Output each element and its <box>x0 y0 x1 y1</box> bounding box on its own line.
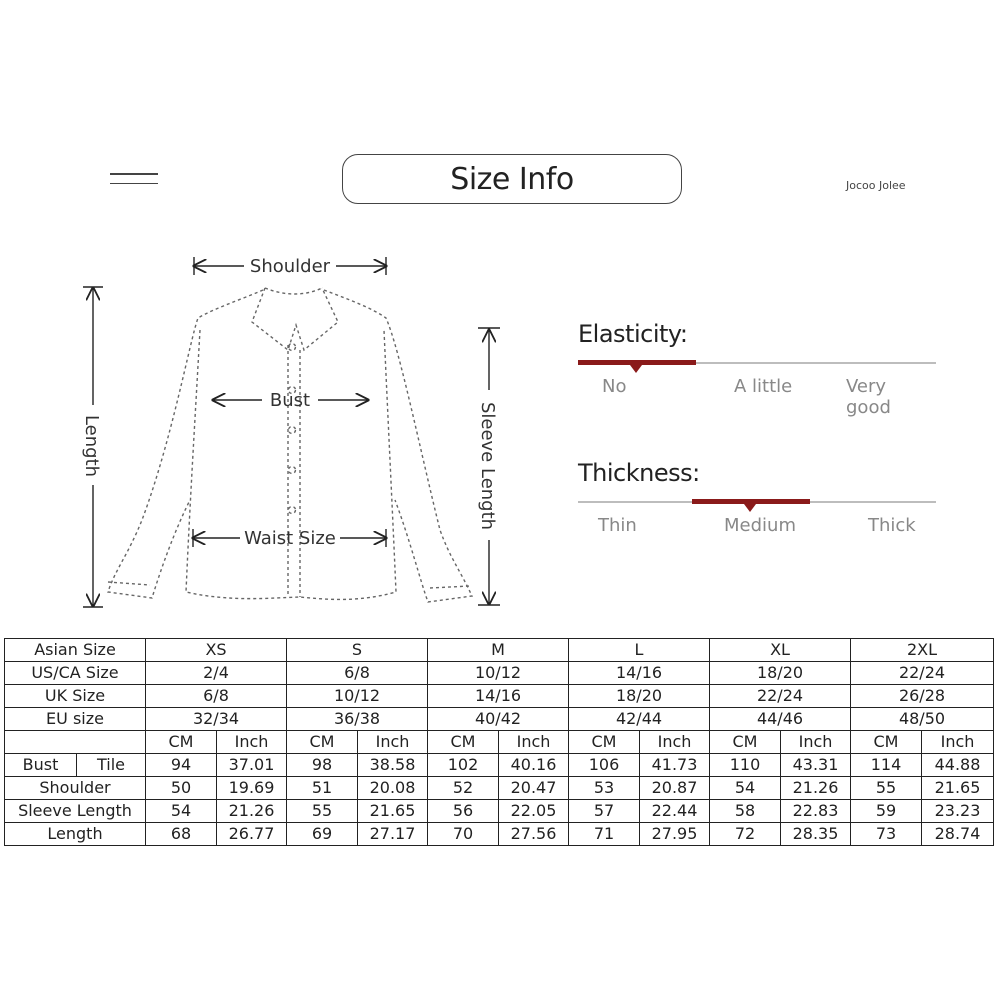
unit-header-cm: CM <box>851 731 922 754</box>
unit-header-cm: CM <box>569 731 640 754</box>
size-cell: 10/12 <box>428 662 569 685</box>
table-row <box>5 823 994 846</box>
value-inch: 20.08 <box>358 777 428 800</box>
sleeve-length-label: Sleeve Length <box>477 401 498 531</box>
row-label: Sleeve Length <box>5 800 146 823</box>
unit-header-cm: CM <box>146 731 217 754</box>
size-cell: 2/4 <box>146 662 287 685</box>
table-row <box>5 685 994 708</box>
row-label: Shoulder <box>5 777 146 800</box>
value-inch: 28.74 <box>922 823 994 846</box>
size-cell: M <box>428 639 569 662</box>
value-inch: 27.95 <box>640 823 710 846</box>
size-info-title: Size Info <box>342 154 682 204</box>
value-cm: 59 <box>851 800 922 823</box>
empty-cell <box>5 731 146 754</box>
size-cell: 6/8 <box>287 662 428 685</box>
value-inch: 40.16 <box>499 754 569 777</box>
value-cm: 55 <box>287 800 358 823</box>
brand-name: Jocoo Jolee <box>846 179 906 192</box>
size-cell: 44/46 <box>710 708 851 731</box>
value-inch: 37.01 <box>217 754 287 777</box>
value-cm: 57 <box>569 800 640 823</box>
value-cm: 106 <box>569 754 640 777</box>
size-cell: 22/24 <box>851 662 994 685</box>
unit-header-inch: Inch <box>922 731 994 754</box>
value-inch: 22.44 <box>640 800 710 823</box>
value-inch: 27.56 <box>499 823 569 846</box>
shirt-measurement-diagram <box>0 240 520 620</box>
unit-header-cm: CM <box>428 731 499 754</box>
thickness-indicator <box>692 499 810 504</box>
unit-header-cm: CM <box>287 731 358 754</box>
value-inch: 28.35 <box>781 823 851 846</box>
size-cell: 36/38 <box>287 708 428 731</box>
value-inch: 22.05 <box>499 800 569 823</box>
thickness-meter <box>578 459 936 539</box>
size-cell: XL <box>710 639 851 662</box>
table-row <box>5 708 994 731</box>
value-cm: 51 <box>287 777 358 800</box>
value-cm: 70 <box>428 823 499 846</box>
value-cm: 55 <box>851 777 922 800</box>
value-inch: 21.65 <box>358 800 428 823</box>
elasticity-indicator <box>578 360 696 365</box>
elasticity-option-a-little: A little <box>734 376 793 397</box>
thickness-option-thin: Thin <box>598 515 637 536</box>
value-inch: 20.87 <box>640 777 710 800</box>
value-inch: 43.31 <box>781 754 851 777</box>
value-inch: 26.77 <box>217 823 287 846</box>
value-inch: 21.26 <box>781 777 851 800</box>
value-cm: 58 <box>710 800 781 823</box>
size-cell: 42/44 <box>569 708 710 731</box>
size-cell: 18/20 <box>710 662 851 685</box>
value-cm: 94 <box>146 754 217 777</box>
row-label: Bust <box>5 754 77 777</box>
elasticity-option-no: No <box>602 376 627 397</box>
value-inch: 23.23 <box>922 800 994 823</box>
value-inch: 38.58 <box>358 754 428 777</box>
row-label: Asian Size <box>5 639 146 662</box>
unit-header-cm: CM <box>710 731 781 754</box>
value-cm: 71 <box>569 823 640 846</box>
value-cm: 56 <box>428 800 499 823</box>
unit-header-inch: Inch <box>781 731 851 754</box>
size-cell: 10/12 <box>287 685 428 708</box>
size-cell: 18/20 <box>569 685 710 708</box>
size-cell: 2XL <box>851 639 994 662</box>
unit-header-inch: Inch <box>640 731 710 754</box>
value-cm: 54 <box>146 800 217 823</box>
size-cell: 6/8 <box>146 685 287 708</box>
elasticity-option-very-good: Very good <box>846 376 891 418</box>
value-inch: 27.17 <box>358 823 428 846</box>
value-inch: 44.88 <box>922 754 994 777</box>
hamburger-lines-icon <box>110 173 158 192</box>
size-table <box>4 638 994 846</box>
value-cm: 114 <box>851 754 922 777</box>
unit-header-inch: Inch <box>217 731 287 754</box>
thickness-option-medium: Medium <box>724 515 796 536</box>
value-cm: 53 <box>569 777 640 800</box>
table-row <box>5 639 994 662</box>
value-cm: 52 <box>428 777 499 800</box>
value-cm: 102 <box>428 754 499 777</box>
unit-header-inch: Inch <box>499 731 569 754</box>
elasticity-title: Elasticity: <box>578 320 688 348</box>
waist-label: Waist Size <box>244 528 336 549</box>
size-cell: 26/28 <box>851 685 994 708</box>
value-cm: 50 <box>146 777 217 800</box>
size-cell: L <box>569 639 710 662</box>
table-row <box>5 731 994 754</box>
row-label: UK Size <box>5 685 146 708</box>
size-cell: 22/24 <box>710 685 851 708</box>
value-cm: 72 <box>710 823 781 846</box>
value-cm: 68 <box>146 823 217 846</box>
value-cm: 110 <box>710 754 781 777</box>
measurement-arrows <box>83 257 500 607</box>
bust-label: Bust <box>269 390 311 411</box>
row-label: Length <box>5 823 146 846</box>
value-inch: 19.69 <box>217 777 287 800</box>
size-cell: XS <box>146 639 287 662</box>
value-cm: 54 <box>710 777 781 800</box>
value-cm: 73 <box>851 823 922 846</box>
size-cell: 14/16 <box>569 662 710 685</box>
value-inch: 21.65 <box>922 777 994 800</box>
thickness-option-thick: Thick <box>868 515 916 536</box>
value-inch: 20.47 <box>499 777 569 800</box>
table-row <box>5 662 994 685</box>
length-label: Length <box>81 414 102 478</box>
thickness-title: Thickness: <box>578 459 700 487</box>
size-cell: 14/16 <box>428 685 569 708</box>
table-row <box>5 800 994 823</box>
size-cell: 48/50 <box>851 708 994 731</box>
row-label: US/CA Size <box>5 662 146 685</box>
size-cell: 40/42 <box>428 708 569 731</box>
table-row <box>5 777 994 800</box>
unit-header-inch: Inch <box>358 731 428 754</box>
shirt-outline <box>108 288 472 602</box>
size-cell: 32/34 <box>146 708 287 731</box>
table-row <box>5 754 994 777</box>
shoulder-label: Shoulder <box>249 256 331 277</box>
row-sublabel: Tile <box>77 754 146 777</box>
value-inch: 41.73 <box>640 754 710 777</box>
value-cm: 98 <box>287 754 358 777</box>
row-label: EU size <box>5 708 146 731</box>
value-cm: 69 <box>287 823 358 846</box>
value-inch: 22.83 <box>781 800 851 823</box>
value-inch: 21.26 <box>217 800 287 823</box>
size-cell: S <box>287 639 428 662</box>
elasticity-meter <box>578 320 936 418</box>
